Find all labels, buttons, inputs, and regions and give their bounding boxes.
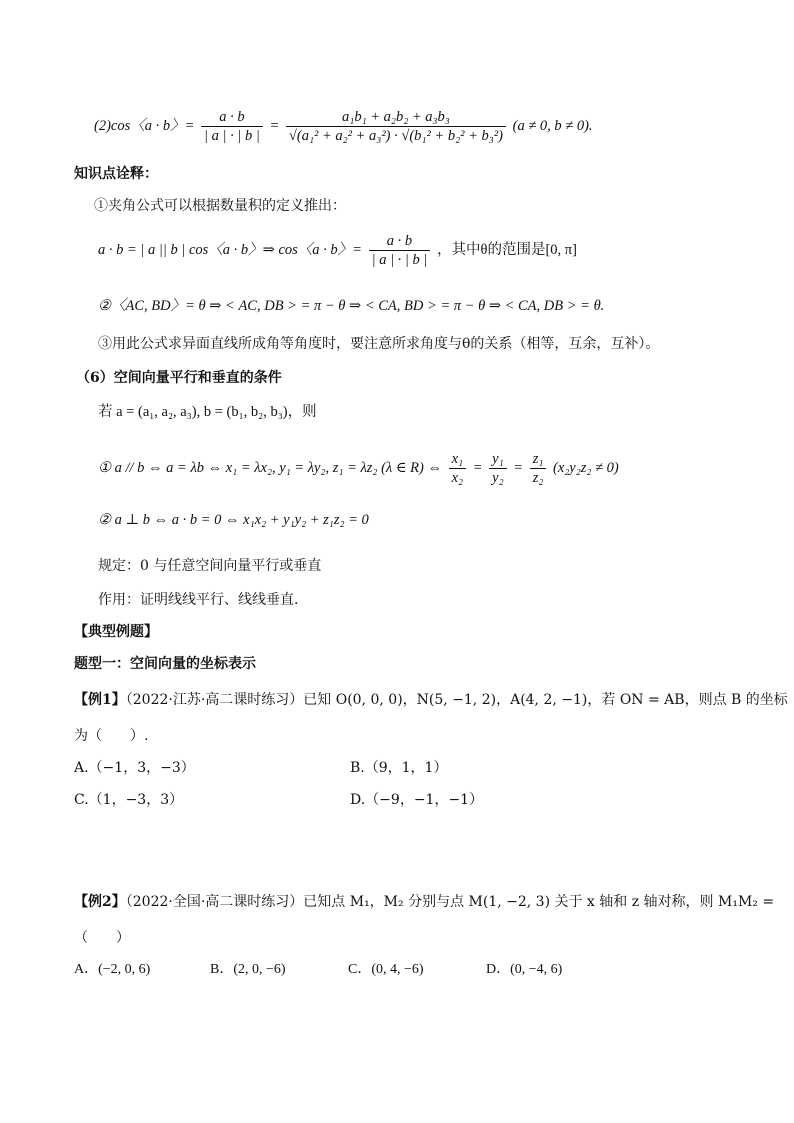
example-1-option-b[interactable]: B.（9，1，1）	[350, 760, 448, 776]
example-1-label: 【例1】	[74, 692, 126, 708]
example-2-option-a[interactable]: A．(−2, 0, 6)	[74, 962, 151, 977]
parallel-fraction-x	[449, 450, 466, 487]
example-1-question	[74, 690, 788, 710]
example-1-option-d[interactable]: D.（−9，−1，−1）	[350, 792, 484, 808]
parallel-fraction-y	[489, 450, 506, 487]
explain-fraction	[369, 232, 431, 269]
example-2-label: 【例2】	[74, 894, 126, 910]
fraction-denominator: y₂	[492, 470, 504, 486]
example-2-option-d[interactable]: D．(0, −4, 6)	[486, 962, 563, 977]
example-2-option-c[interactable]: C．(0, 4, −6)	[348, 962, 424, 977]
equals-sign: =	[472, 459, 483, 476]
fraction-numerator: x₁	[449, 450, 466, 469]
section-6-perpendicular: ② a ⊥ b ⇔ a · b = 0 ⇔ x₁x₂ + y₁y₂ + z₁z₂ = 0	[98, 512, 369, 528]
fraction-numerator: a₁b₁ + a₂b₂ + a₃b₃	[286, 108, 506, 127]
example-2-question	[74, 892, 774, 912]
example-1-option-c[interactable]: C.（1，−3，3）	[74, 792, 184, 808]
question-type-1: 题型一：空间向量的坐标表示	[74, 656, 256, 672]
section-6-heading: （6）空间向量平行和垂直的条件	[76, 370, 282, 386]
explain-item-3: ③用此公式求异面直线所成角等角度时，要注意所求角度与θ的关系（相等，互余，互补）。	[98, 336, 660, 352]
formula-cos-condition: (a ≠ 0, b ≠ 0).	[512, 117, 593, 134]
formula-cos	[94, 108, 593, 145]
formula-part: ，其中θ的范围是[0, π]	[437, 241, 577, 258]
fraction-denominator: z₂	[532, 470, 544, 486]
fraction-denominator: x₂	[451, 470, 464, 486]
explain-item-1: ①夹角公式可以根据数量积的定义推出：	[94, 198, 346, 214]
equals-sign: =	[513, 459, 524, 476]
example-2-text: （2022·全国·高二课时练习）已知点 M₁，M₂ 分别与点 M(1, −2, 3) 关于 x 轴和 z 轴对称，则 M₁M₂ =	[125, 894, 775, 910]
formula-cos-prefix: (2)cos〈a · b〉=	[94, 117, 195, 134]
section-6-rule: 规定：0 与任意空间向量平行或垂直	[98, 558, 322, 574]
formula-part: ① a // b ⇔ a = λb ⇔ x₁ = λx₂, y₁ = λy₂, z₁ = λz₂ (λ ∈ R) ⇔	[98, 459, 442, 476]
equals-sign: =	[269, 117, 280, 134]
explain-item-2: ②〈AC, BD〉= θ ⇒ < AC, DB > = π − θ ⇒ < CA, BD > = π − θ ⇒ < CA, DB > = θ.	[98, 298, 605, 314]
formula-cos-fraction-2	[286, 108, 506, 145]
fraction-numerator: y₁	[489, 450, 506, 469]
section-6-parallel	[98, 450, 619, 487]
parallel-fraction-z	[530, 450, 547, 487]
example-1-option-a[interactable]: A.（−1，3，−3）	[74, 760, 195, 776]
fraction-numerator: z₁	[530, 450, 547, 469]
example-1-text: （2022·江苏·高二课时练习）已知 O(0, 0, 0)，N(5, −1, 2)，A(4, 2, −1)，若 ON = AB，则点 B 的坐标	[125, 692, 788, 708]
section-6-use: 作用：证明线线平行、线线垂直.	[98, 592, 299, 608]
explain-heading: 知识点诠释：	[74, 166, 158, 182]
example-2-question-cont: （ ）	[74, 930, 130, 946]
fraction-denominator: √(a₁² + a₂² + a₃²) · √(b₁² + b₂² + b₃²)	[288, 128, 503, 144]
fraction-numerator: a · b	[369, 232, 431, 251]
explain-item-1-formula	[98, 232, 577, 269]
formula-part: (x₂y₂z₂ ≠ 0)	[553, 459, 619, 476]
example-2-option-b[interactable]: B．(2, 0, −6)	[210, 962, 286, 977]
fraction-denominator: | a | · | b |	[371, 252, 428, 268]
section-6-given: 若 a = (a₁, a₂, a₃), b = (b₁, b₂, b₃)，则	[98, 404, 317, 420]
fraction-numerator: a · b	[201, 108, 263, 127]
fraction-denominator: | a | · | b |	[204, 128, 260, 144]
formula-part: a · b = | a || b | cos〈a · b〉⇒ cos〈a · b〉=	[98, 241, 362, 258]
formula-cos-fraction-1	[201, 108, 263, 145]
example-1-question-cont: 为（ ）.	[74, 728, 149, 744]
examples-heading: 【典型例题】	[74, 624, 158, 640]
